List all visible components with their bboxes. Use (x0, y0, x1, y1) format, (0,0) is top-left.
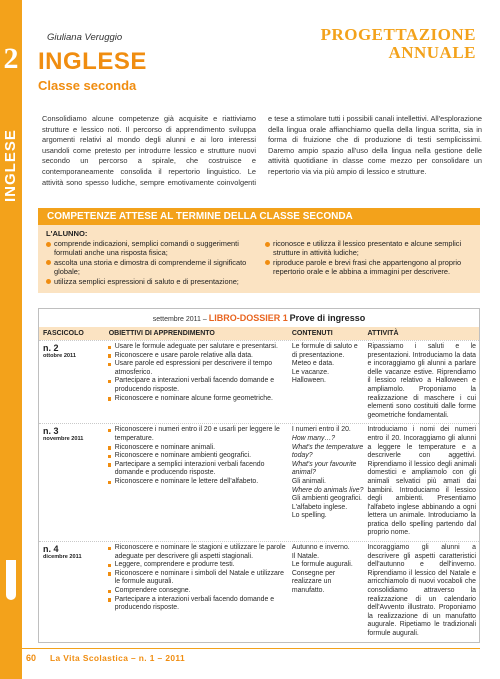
fascicolo-cell (39, 426, 105, 538)
competenze-right (265, 239, 472, 286)
content-line: Le formule augurali. (291, 561, 353, 569)
content-line: Le vacanze. (291, 368, 330, 376)
objectives-cell (105, 426, 288, 538)
objective-item: Riconoscere e nominare animali. (107, 444, 288, 453)
objective-item: Comprendere consegne. (107, 587, 288, 596)
table-row (39, 423, 479, 541)
objective-item: Riconoscere e nominare le stagioni e utilizzare le parole adeguate per descrivere gli aspetti stagionali. (107, 544, 288, 561)
content-line: How many…? (291, 434, 336, 442)
table-row (39, 340, 479, 423)
competenza-item: utilizza semplici espressioni di saluto e di presentazione; (46, 277, 253, 286)
objective-item: Riconoscere e usare parole relative alla data. (107, 352, 288, 361)
objective-item: Partecipare a interazioni verbali facendo domande e producendo risposte. (107, 377, 288, 394)
contents-cell (288, 426, 364, 538)
objectives-cell (105, 544, 288, 639)
objective-item: Usare parole ed espressioni per descrivere il tempo atmosferico. (107, 360, 288, 377)
content-line: Gli animali. (291, 477, 326, 485)
objectives-cell (105, 343, 288, 420)
program-table (38, 308, 480, 643)
fascicolo-number: n. 2 (43, 343, 59, 353)
fascicolo-number: n. 3 (43, 426, 59, 437)
content-line: Halloween. (291, 377, 326, 385)
intro-text: Consolidiamo alcune competenze già acquisite e riattiviamo strutture e lessico noti. Il percorso di apprendimento sviluppa argomenti relativi al mondo degli alunni e ai loro interessi usandoli come pretesto per introdurre lessico e strutture nuovi secondo un percorso a spirale, che costruisce e contemporaneamente consolida il repertorio linguistico. Le attività sono spesso ludiche, sempre emotivamente coinvolgenti e tese a stimolare tutti i possibili canali intellettivi. All'esplorazione della lingua orale affianchiamo quella della lingua scritta, sia in forma di fruizione che di produzione di testi semplicissimi. Daremo ampio spazio all'uso della lingua nella gestione delle attività quotidiane in classe come mezzo per consolidare un repertorio via via più ampio di lessico e strutture. (42, 114, 482, 187)
subject-title: INGLESE (38, 48, 147, 75)
objective-item: Riconoscere e nominare i simboli del Natale e utilizzare le formule augurali. (107, 570, 288, 587)
activities-cell: Introduciamo i nomi dei numeri entro il 20. Incoraggiamo gli alunni a leggere le temperature e a descriverle con aggettivi. Riprendiamo il lessico degli animali domestici e ampliamolo con gli animali selvatici più amati dai bambini. Introduciamo il lessico degli ambienti. Presentiamo l'alfabeto inglese abbinando a ogni lettera un animale. Introduciamo la pratica dello spelling partendo dal proprio nome. (367, 426, 476, 537)
content-line: Consegne per realizzare un manufatto. (291, 569, 336, 595)
table-libro: LIBRO-DOSSIER 1 (208, 313, 288, 323)
competenza-item: ascolta una storia e dimostra di comprenderne il significato globale; (46, 258, 253, 277)
content-line: Le formule di saluto e di presentazione. (291, 343, 358, 359)
section-title-line1: PROGETTAZIONE (320, 25, 476, 44)
content-line: What's the temperature today? (291, 443, 364, 460)
grade-number: 2 (3, 42, 19, 75)
content-line: What's your favourite animal? (291, 460, 357, 477)
content-line: Meteo e data. (291, 360, 334, 368)
table-prove: Prove di ingresso (289, 313, 366, 323)
table-period: settembre 2011 – (152, 316, 207, 323)
fascicolo-date: dicembre 2011 (43, 554, 82, 561)
fascicolo-cell (39, 343, 105, 420)
contents-cell (288, 544, 364, 639)
footer-divider (22, 648, 480, 649)
col-contenuti: CONTENUTI (291, 330, 333, 337)
content-line: L'alfabeto inglese. (291, 503, 348, 511)
competenza-item: comprende indicazioni, semplici comandi o suggerimenti formulati anche una risposta fisica; (46, 239, 253, 258)
objective-item: Riconoscere e nominare ambienti geografici. (107, 452, 288, 461)
fascicolo-cell (39, 544, 105, 639)
grade-title: Classe seconda (38, 78, 137, 93)
table-header (39, 327, 479, 340)
author-name: Giuliana Veruggio (47, 32, 123, 43)
fascicolo-number: n. 4 (43, 544, 59, 555)
col-attivita: ATTIVITÀ (367, 330, 399, 337)
objective-item: Partecipare a semplici interazioni verbali facendo domande e producendo risposte. (107, 461, 288, 478)
objective-item: Riconoscere i numeri entro il 20 e usarli per leggere le temperature. (107, 426, 288, 443)
content-line: Il Natale. (291, 552, 320, 560)
content-line: Lo spelling. (291, 512, 327, 520)
section-title-line2: ANNUALE (388, 43, 476, 62)
language-tab: INGLESE (2, 129, 19, 202)
competenza-item: riproduce parole e brevi frasi che appartengono al proprio repertorio orale e le abbina a immagini per descrivere. (265, 258, 472, 277)
band-notch (6, 560, 16, 600)
competenze-subject: L'ALUNNO: (46, 229, 88, 238)
content-line: Gli ambienti geografici. (291, 495, 362, 503)
page-title (38, 48, 478, 93)
objective-item: Riconoscere e nominare alcune forme geometriche. (107, 395, 288, 404)
content-line: I numeri entro il 20. (291, 426, 351, 434)
magazine-name: La Vita Scolastica – n. 1 – 2011 (50, 653, 186, 663)
objective-item: Partecipare a interazioni verbali facendo domande e producendo risposte. (107, 596, 288, 613)
contents-cell (288, 343, 364, 420)
competenze-box (38, 225, 480, 293)
content-line: Where do animals live? (291, 486, 364, 494)
content-line: Autunno e inverno. (291, 544, 350, 552)
table-row (39, 541, 479, 642)
fascicolo-date: ottobre 2011 (43, 353, 76, 359)
objective-item: Riconoscere e nominare le lettere dell'alfabeto. (107, 478, 288, 487)
col-obiettivi: OBIETTIVI DI APPRENDIMENTO (108, 330, 215, 337)
activities-cell: Incoraggiamo gli alunni a descrivere gli aspetti caratteristici dell'autunno e dell'inverno. Riprendiamo il lessico del Natale e arricchiamolo di nuovi vocaboli che consolidiamo attraverso la realizzazione di un calendario dell'Avvento illustrato. Proponiamo la realizzazione di un manufatto augurale. Ripetiamo le tradizionali formule augurali. (367, 544, 476, 637)
objective-item: Leggere, comprendere e produrre testi. (107, 561, 288, 570)
competenze-left (46, 239, 253, 286)
page-number: 60 (26, 653, 37, 663)
objective-item: Usare le formule adeguate per salutare e presentarsi. (107, 343, 288, 352)
fascicolo-date: novembre 2011 (43, 436, 84, 443)
competenza-item: riconosce e utilizza il lessico presentato e alcune semplici strutture in attività ludiche; (265, 239, 472, 258)
activities-cell: Ripassiamo i saluti e le presentazioni. Introduciamo la data e incoraggiamo gli alunni a parlare delle vacanze estive. Riprendiamo il lessico relativo a Halloween e ampliamolo. Proponiamo la realizzazione di maschere i cui elementi sono costituiti dalle forme geometriche fondamentali. (367, 343, 476, 419)
col-fascicolo: FASCICOLO (43, 330, 84, 337)
table-title (39, 309, 479, 327)
competenze-title: COMPETENZE ATTESE AL TERMINE DELLA CLASSE SECONDA (38, 208, 480, 225)
